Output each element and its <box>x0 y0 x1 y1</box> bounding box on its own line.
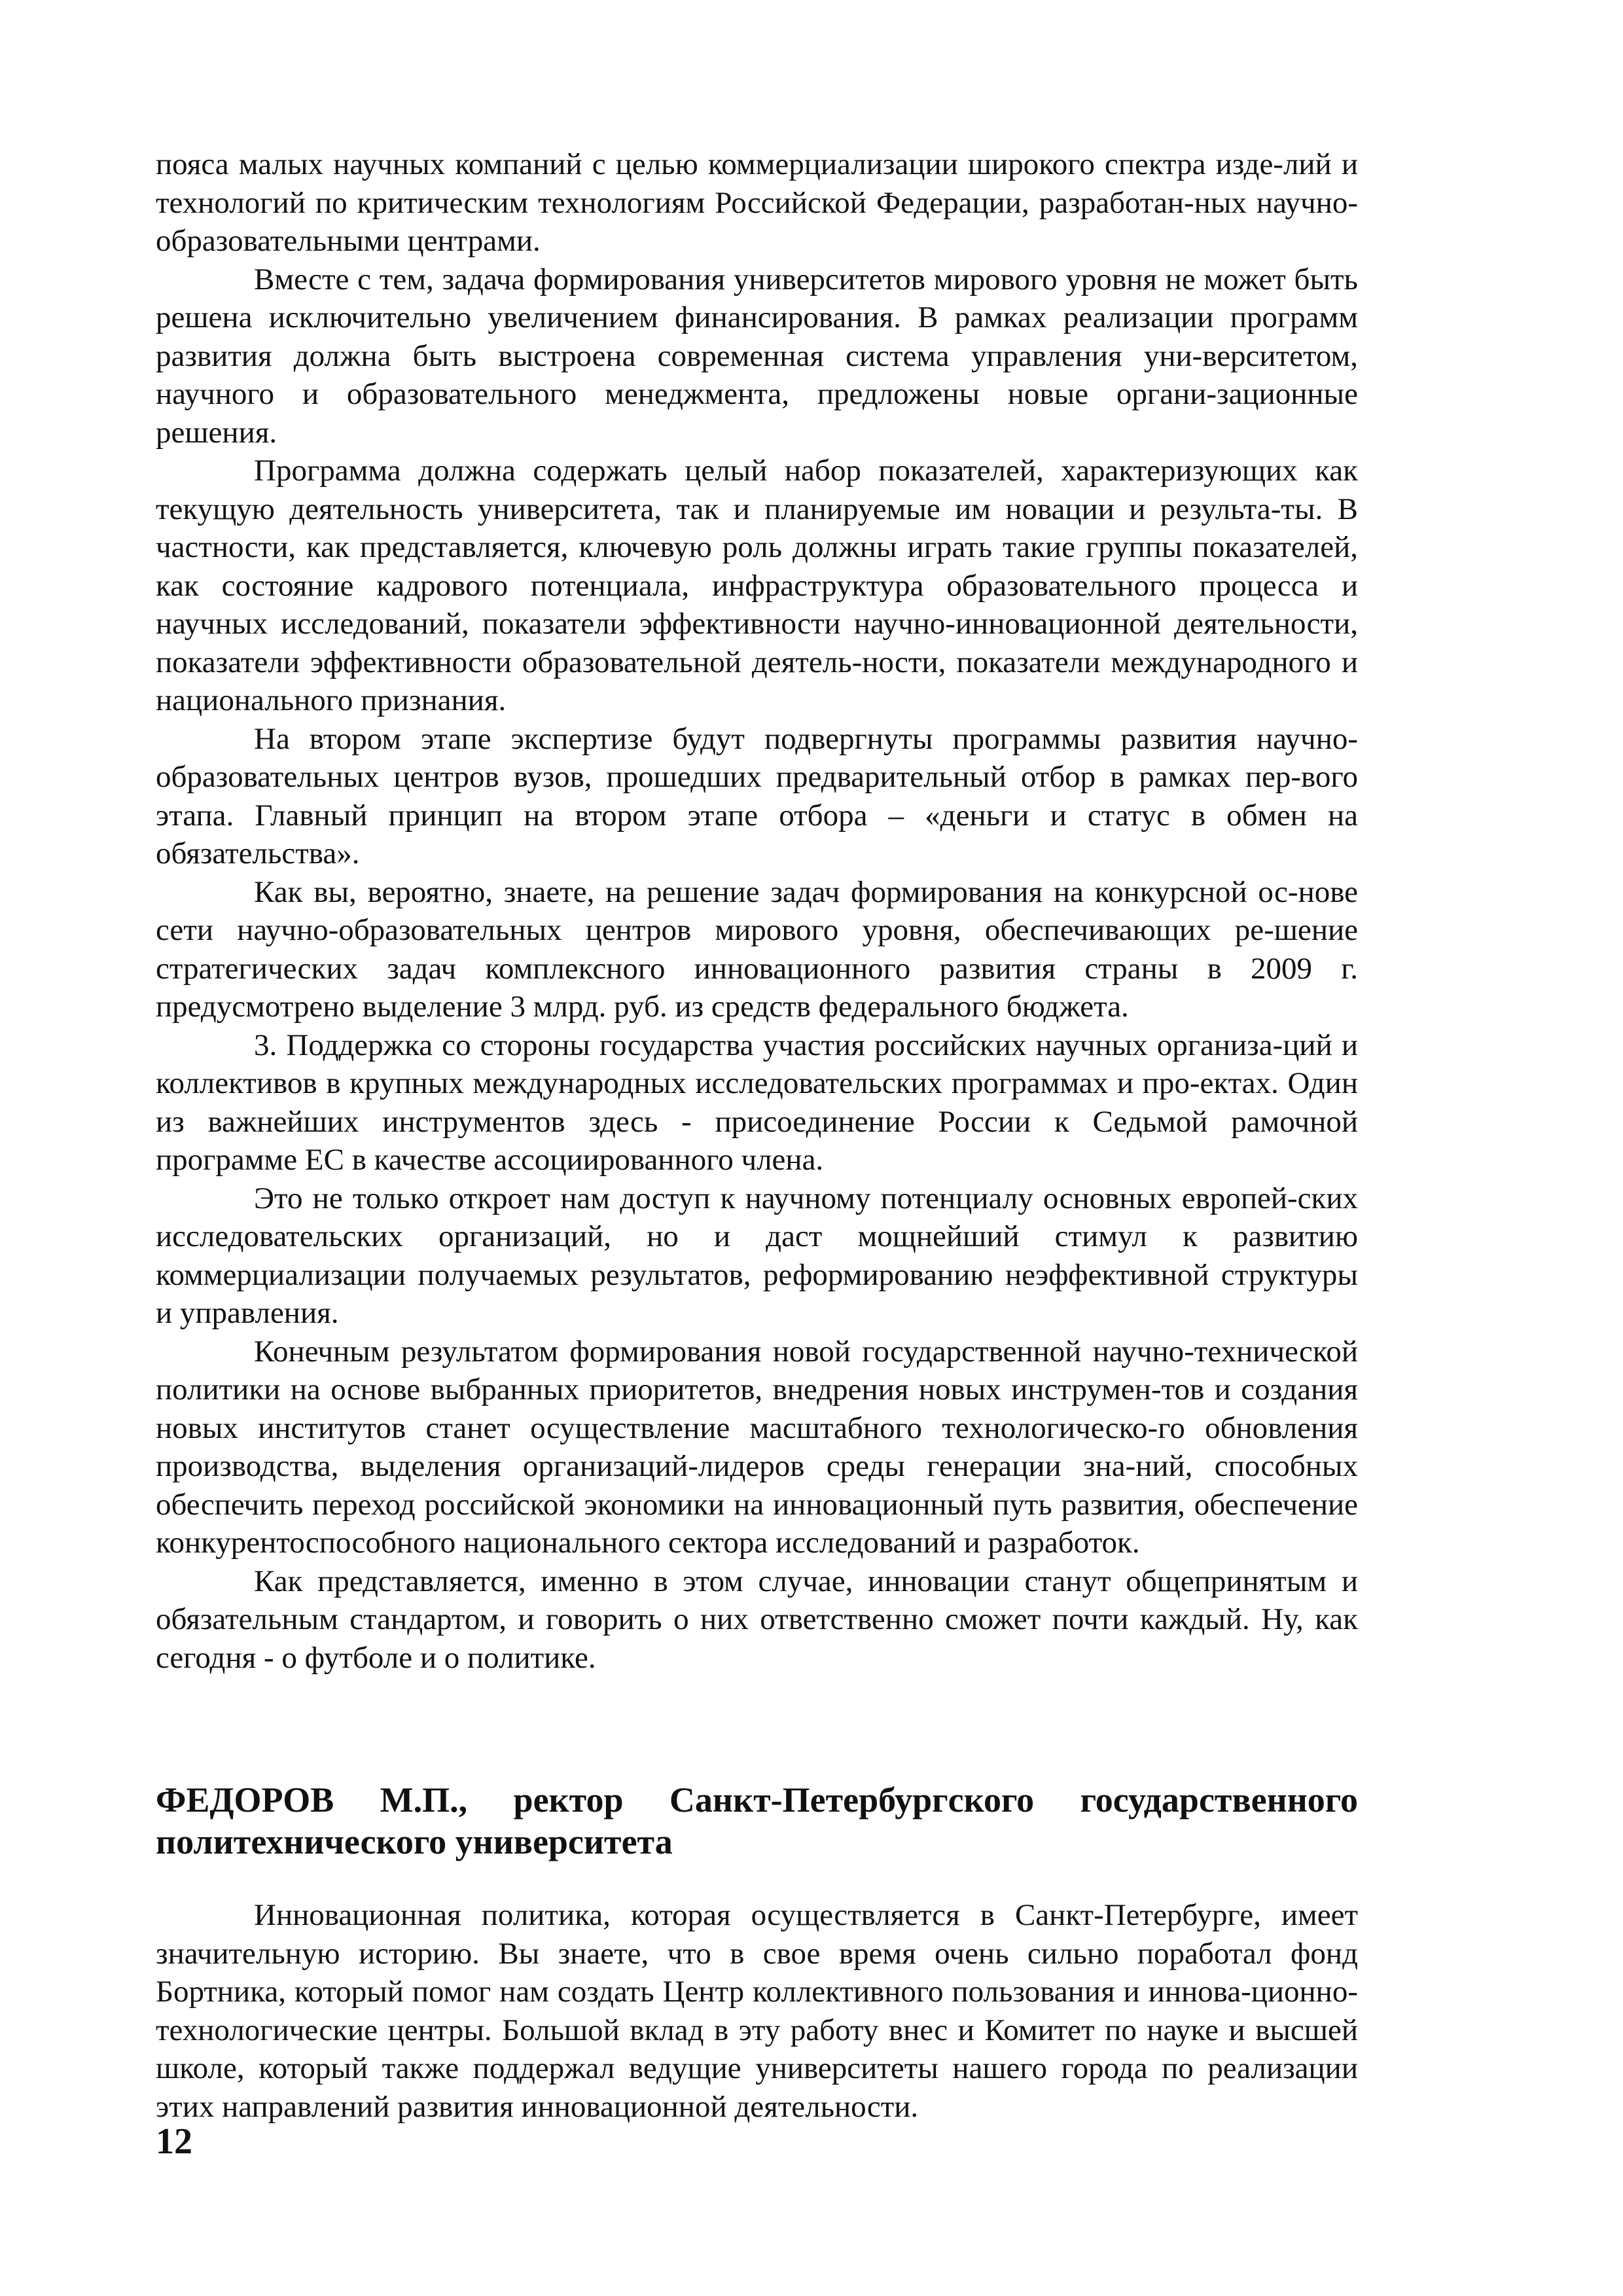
paragraph-9: Как представляется, именно в этом случае, инновации станут общепринятым и обязательным стандартом, и говорить о них ответственно сможет почти каждый. Ну, как сегодня - о футболе и о политике. <box>156 1564 1358 1675</box>
paragraph-3: Программа должна содержать целый набор показателей, характеризующих как текущую деятельность университета, так и планируемые им новации и результа-ты. В частности, как представляется, ключевую роль должны играть такие группы показателей, как состояние кадрового потенциала, инфраструктура образовательного процесса и научных исследований, показатели эффективности научно-инновационной деятельности, показатели эффективности образовательной деятель-ности, показатели международного и национального признания. <box>156 454 1358 717</box>
paragraph-1: пояса малых научных компаний с целью коммерциализации широкого спектра изде-лий и технологий по критическим технологиям Российской Федерации, разработан-ных научно-образовательными центрами. <box>156 147 1358 258</box>
paragraph-2: Вместе с тем, задача формирования университетов мирового уровня не может быть решена исключительно увеличением финансирования. В рамках реализации программ развития должна быть выстроена современная система управления уни-верситетом, научного и образовательного менеджмента, предложены новые органи-зационные решения. <box>156 262 1358 450</box>
paragraph-6: 3. Поддержка со стороны государства участия российских научных организа-ций и коллективов в крупных международных исследовательских программах и про-ектах. Один из важнейших инструментов здесь - присоединение России к Седьмой рамочной программе ЕС в качестве ассоциированного члена. <box>156 1028 1358 1177</box>
section-body-text <box>156 1896 1358 2126</box>
paragraph-8: Конечным результатом формирования новой государственной научно-технической политики на основе выбранных приоритетов, внедрения новых инструмен-тов и создания новых институтов станет осуществление масштабного технологическо-го обновления производства, выделения организаций-лидеров среды генерации зна-ний, способных обеспечить переход российской экономики на инновационный путь развития, обеспечение конкурентоспособного национального сектора исследований и разработок. <box>156 1334 1358 1560</box>
body-text <box>156 145 1358 1677</box>
section-paragraph-1: Инновационная политика, которая осуществляется в Санкт-Петербурге, имеет значительную историю. Вы знаете, что в свое время очень сильно поработал фонд Бортника, который помог нам создать Центр коллективного пользования и иннова-ционно-технологические центры. Большой вклад в эту работу внес и Комитет по науке и высшей школе, который также поддержал ведущие университеты нашего города по реализации этих направлений развития инновационной деятельности. <box>156 1898 1358 2124</box>
section-heading: ФЕДОРОВ М.П., ректор Санкт-Петербургского государственного политехнического университета <box>156 1780 1358 1861</box>
paragraph-4: На втором этапе экспертизе будут подвергнуты программы развития научно-образовательных центров вузов, прошедших предварительный отбор в рамках пер-вого этапа. Главный принцип на втором этапе отбора – «деньги и статус в обмен на обязательства». <box>156 721 1358 870</box>
page-number: 12 <box>156 2121 192 2162</box>
paragraph-7: Это не только откроет нам доступ к научному потенциалу основных европей-ских исследовательских организаций, но и даст мощнейший стимул к развитию коммерциализации получаемых результатов, реформированию неэффективной структуры и управления. <box>156 1181 1358 1330</box>
paragraph-5: Как вы, вероятно, знаете, на решение задач формирования на конкурсной ос-нове сети научно-образовательных центров мирового уровня, обеспечивающих ре-шение стратегических задач комплексного инновационного развития страны в 2009 г. предусмотрено выделение 3 млрд. руб. из средств федерального бюджета. <box>156 874 1358 1024</box>
